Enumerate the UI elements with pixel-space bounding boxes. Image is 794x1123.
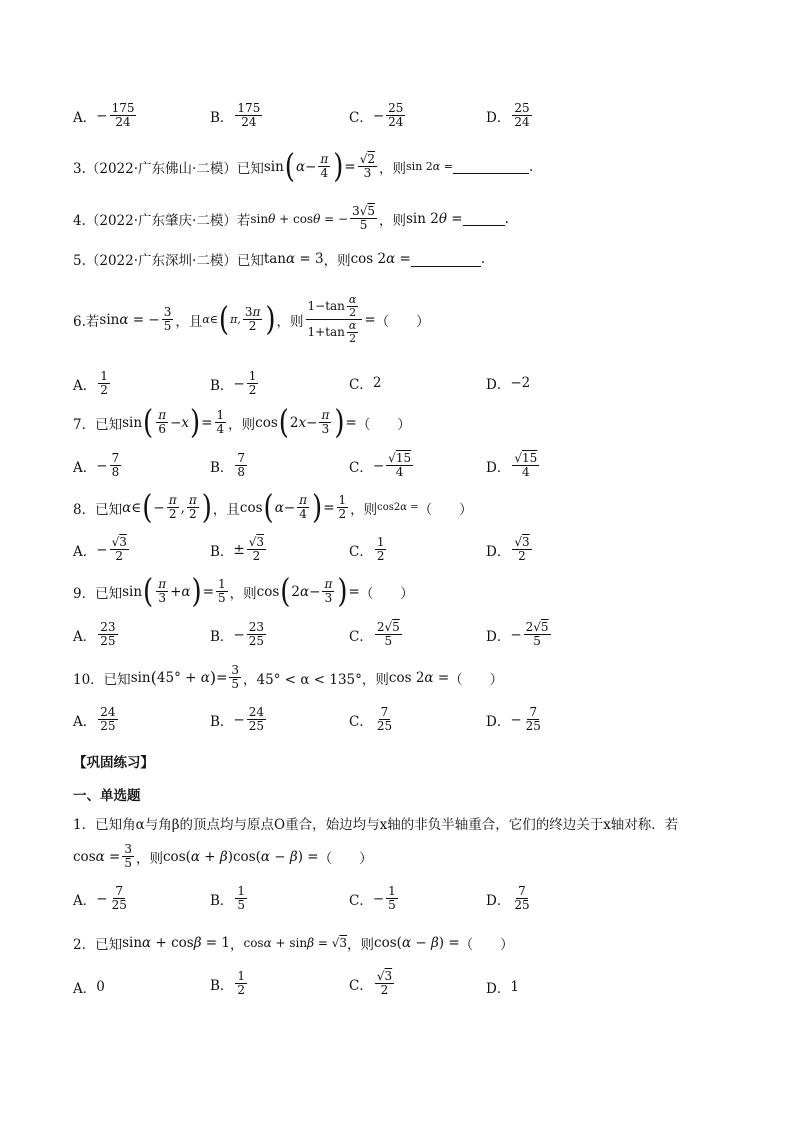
q6-option-d: D． −2 <box>486 375 531 393</box>
question-text: 5.（2022·广东深圳·二模）已知 <box>73 253 264 269</box>
question-text: 4.（2022·广东肇庆·二模）若 <box>73 212 251 229</box>
q6-option-b: B． − $\frac{1}{2}$ <box>210 369 257 398</box>
option-letter: A． <box>73 109 97 126</box>
p1-option-c: C． − $\frac{1}{5}$ <box>349 884 396 913</box>
q7-option-c: C． − $\frac{√15}{4}$ <box>349 451 412 480</box>
q10-option-c: C． $\frac{7}{25}$ <box>349 705 393 734</box>
p1-option-d: D． $\frac{7}{25}$ <box>486 884 530 913</box>
question-text: （ ） <box>375 313 430 330</box>
question-text: ，则 <box>347 937 375 953</box>
question-text: 9．已知 <box>73 585 123 602</box>
fraction: $\frac{175}{24}$ <box>237 101 261 130</box>
question-text: ，则 <box>136 850 163 867</box>
question-8: 8．已知 α ∈ ( − $\frac{\pi}{2}$ , $\frac{\pi}{2}$ ) ，且 cos ( α − $\frac{\pi}{4}$ ) = $\frac{1}{2}$ ，则 cos2α = （ ） <box>73 488 473 527</box>
section-consolidate: 【巩固练习】 <box>73 755 154 771</box>
p2-option-a: A． 0 <box>73 979 105 997</box>
fraction: $\frac{175}{24}$ <box>111 101 135 130</box>
question-text: （ ） <box>359 585 414 602</box>
prev-option-a: A． − $\frac{175}{24}$ <box>73 101 135 130</box>
question-text: （ ） <box>356 416 411 433</box>
practice-2: 2．已知 sinα + cosβ = 1 ， cosα + sinβ = √3 ，则 cos(α − β) = （ ） <box>73 935 514 953</box>
question-text: ，且 <box>212 501 240 518</box>
answer-blank[interactable] <box>453 159 529 174</box>
prev-option-c: C． − $\frac{25}{24}$ <box>349 101 404 130</box>
practice-1-line1 <box>73 813 678 833</box>
question-text: （ ） <box>459 937 514 953</box>
question-text: ，则 <box>229 585 257 602</box>
question-5: 5.（2022·广东深圳·二模）已知 tanα = 3 ，则 cos 2α = . <box>73 251 486 269</box>
q10-option-b: B． − $\frac{24}{25}$ <box>210 705 265 734</box>
question-text: . <box>504 210 509 227</box>
question-text: 1．已知角α与角β的顶点均与原点O重合，始边均与x轴的非负半轴重合，它们的终边关于x轴对称．若 <box>73 817 679 833</box>
option-letter: D． <box>486 109 511 126</box>
p2-option-b: B． $\frac{1}{2}$ <box>210 969 246 998</box>
question-text: ，则 <box>276 313 304 330</box>
p1-option-b: B． $\frac{1}{5}$ <box>210 884 246 913</box>
q10-option-a: A． $\frac{24}{25}$ <box>73 705 116 734</box>
question-text: . <box>480 251 486 267</box>
question-text: ， <box>229 937 244 953</box>
q7-option-a: A． − $\frac{7}{8}$ <box>73 451 120 480</box>
question-text: ，则 <box>323 253 351 269</box>
question-3: 3.（2022·广东佛山·二模）已知 sin ( α − $\frac{\pi}{4}$ ) = $\frac{√2}{3}$ ，则 sin 2α = . <box>73 147 534 186</box>
question-text: 7．已知 <box>73 416 123 433</box>
question-text: ，则 <box>350 501 378 518</box>
question-text: （ ） <box>449 671 504 688</box>
option-letter: B． <box>210 109 234 126</box>
question-text: 8．已知 <box>73 501 123 518</box>
q8-option-b: B． ± $\frac{√3}{2}$ <box>210 535 265 564</box>
q8-option-c: C． $\frac{1}{2}$ <box>349 535 385 564</box>
q10-option-d: D． − $\frac{7}{25}$ <box>486 705 541 734</box>
section-single-choice: 一、单选题 <box>73 788 141 804</box>
question-6: 6.若 sinα = − $\frac{3}{5}$ ，且 α ∈ ( π , $\frac{3\pi}{2}$ ) ，则 1−tan $\frac{\alpha}{2}$ 1+tan $\frac{\alpha}{2}$ = （ ） <box>73 293 430 346</box>
q6-option-a: A． $\frac{1}{2}$ <box>73 369 108 398</box>
q6-option-c: C． 2 <box>349 375 382 393</box>
question-text: ，则 <box>379 212 406 229</box>
question-7: 7．已知 sin ( $\frac{\pi}{6}$ − x ) = $\frac{1}{4}$ ，则 cos ( 2x− $\frac{\pi}{3}$ ) = （ ） <box>73 403 411 442</box>
option-letter: C． <box>349 109 373 126</box>
q7-option-b: B． $\frac{7}{8}$ <box>210 451 246 480</box>
question-text: 3.（2022·广东佛山·二模）已知 <box>73 160 264 177</box>
answer-blank[interactable] <box>411 252 481 267</box>
q7-option-d: D． $\frac{√15}{4}$ <box>486 451 538 480</box>
q8-option-a: A． − $\frac{√3}{2}$ <box>73 535 127 564</box>
question-4: 4.（2022·广东肇庆·二模）若 sinθ + cosθ = − $\frac{3√5}{5}$ ，则 sin 2θ = . <box>73 204 509 233</box>
question-text: ，45° < α < 135°，则 <box>243 671 389 688</box>
answer-blank[interactable] <box>463 211 505 226</box>
question-text: （ ） <box>318 850 373 867</box>
question-9: 9．已知 sin ( $\frac{\pi}{3}$ + α ) = $\frac{1}{5}$ ，则 cos ( 2α− $\frac{\pi}{3}$ ) = （ ） <box>73 572 414 611</box>
question-text: ，且 <box>175 313 203 330</box>
q9-option-c: C． $\frac{2√5}{5}$ <box>349 620 400 649</box>
question-text: 6.若 <box>73 313 100 330</box>
q9-option-a: A． $\frac{23}{25}$ <box>73 620 116 649</box>
fraction: $\frac{25}{24}$ <box>388 101 404 130</box>
prev-option-b <box>210 102 264 129</box>
question-text: 10．已知 <box>73 671 131 688</box>
question-text: 2．已知 <box>73 937 123 953</box>
question-text: （ ） <box>418 501 473 518</box>
q8-option-d: D． $\frac{√3}{2}$ <box>486 535 530 564</box>
fraction: $\frac{25}{24}$ <box>514 101 530 130</box>
q9-option-b: B． − $\frac{23}{25}$ <box>210 620 265 649</box>
question-10: 10．已知 sin ( 45° + α ) = $\frac{3}{5}$ ，45° < α < 135°，则 cos 2α = （ ） <box>73 663 504 692</box>
p2-option-d: D． 1 <box>486 979 519 997</box>
question-text: ，则 <box>379 160 407 177</box>
q9-option-d: D． − $\frac{2√5}{5}$ <box>486 620 549 649</box>
prev-option-d <box>486 102 534 129</box>
question-text: . <box>528 158 534 175</box>
p2-option-c: C． $\frac{√3}{2}$ <box>349 969 393 998</box>
question-text: ，则 <box>228 416 256 433</box>
p1-option-a: A． − $\frac{7}{25}$ <box>73 884 127 913</box>
practice-1-line2: cosα = $\frac{3}{5}$ ，则 cos(α + β)cos(α − β) = （ ） <box>73 842 373 871</box>
